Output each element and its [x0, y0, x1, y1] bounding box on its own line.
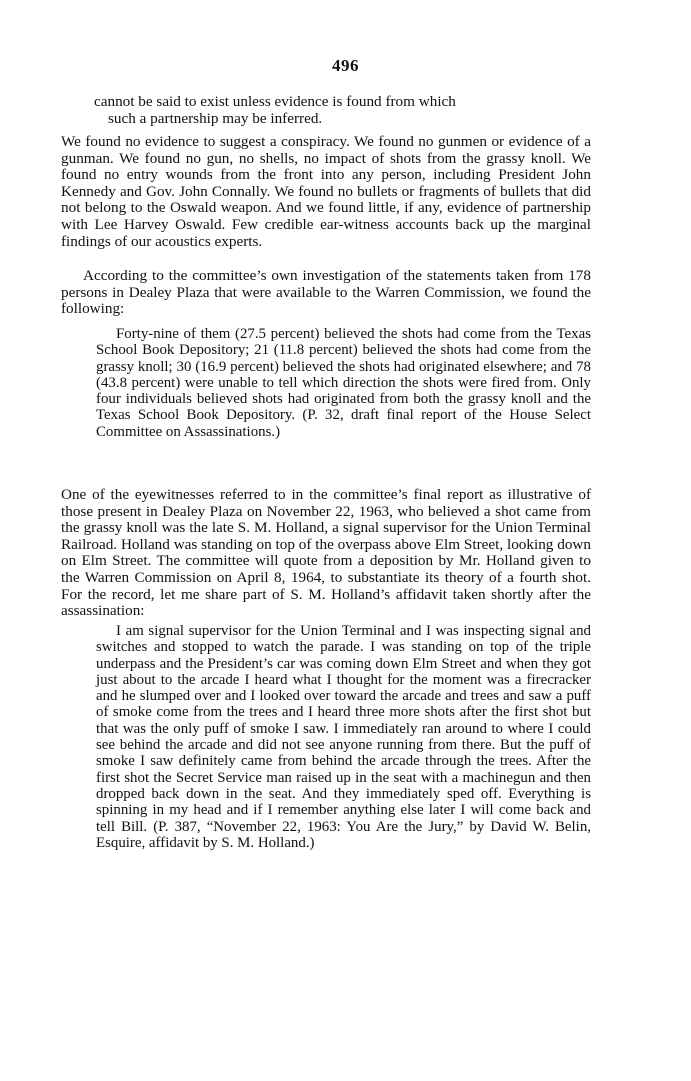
- quote-dealey-plaza-statistics: Forty-nine of them (27.5 percent) believed the shots had come from the Texas School Book Depository; 21 (11.8 percent) believed the shots had come from the grassy knoll; 30 (16.9 percent) believed the shots had originated elsewhere; and 78 (43.8 percent) were unable to tell which direction the shots were fired from. Only four individuals believed shots had originated from both the grassy knoll and the Texas School Book Depository. (P. 32, draft final report of the House Select Committee on Assassinations.): [96, 326, 591, 440]
- continued-quote-line-2: such a partnership may be inferred.: [108, 109, 323, 127]
- paragraph-committee-investigation: According to the committee’s own investigation of the statements taken from 178 persons in Dealey Plaza that were available to the Warren Commission, we found the following:: [61, 267, 591, 318]
- paragraph-holland-eyewitness: One of the eyewitnesses referred to in the committee’s final report as illustrative of those present in Dealey Plaza on November 22, 1963, who believed a shot came from the grassy knoll was the late S. M. Holland, a signal supervisor for the Union Terminal Railroad. Holland was standing on top of the overpass above Elm Street, looking down on Elm Street. The committee will quote from a deposition by Mr. Holland given to the Warren Commission on April 8, 1964, to substantiate its theory of a fourth shot. For the record, let me share part of S. M. Holland’s affidavit taken shortly after the assassination:: [61, 486, 591, 620]
- paragraph-no-conspiracy: We found no evidence to suggest a conspiracy. We found no gunmen or evidence of a gunman. We found no gun, no shells, no impact of shots from the grassy knoll. We found no entry wounds from the front into any person, including President John Kennedy and Gov. John Connally. We found no bullets or fragments of bullets that did not belong to the Oswald weapon. And we found little, if any, evidence of partnership with Lee Harvey Oswald. Few credible ear-witness accounts back up the marginal findings of our acoustics experts.: [61, 133, 591, 250]
- continued-quote-line-1: cannot be said to exist unless evidence is found from which: [94, 93, 456, 110]
- page-number: 496: [332, 56, 359, 75]
- quote-holland-affidavit: I am signal supervisor for the Union Terminal and I was inspecting signal and switches and stopped to watch the parade. I was standing on top of the triple underpass and the President’s car was coming down Elm Street and when they got just about to the arcade I heard what I thought for the moment was a firecracker and he slumped over and I looked over toward the arcade and trees and saw a puff of smoke come from the trees and I heard three more shots after the first shot but that was the only puff of smoke I saw. I immediately ran around to where I could see behind the arcade and did not see anyone running from there. But the puff of smoke I saw definitely came from behind the arcade through the trees. After the first shot the Secret Service man raised up in the seat with a machinegun and then dropped back down in the seat. And they immediately sped off. Everything is spinning in my head and if I remember anything else later I will come back and tell Bill. (P. 387, “November 22, 1963: You Are the Jury,” by David W. Belin, Esquire, affidavit by S. M. Holland.): [96, 623, 591, 851]
- continued-quote: [94, 94, 589, 127]
